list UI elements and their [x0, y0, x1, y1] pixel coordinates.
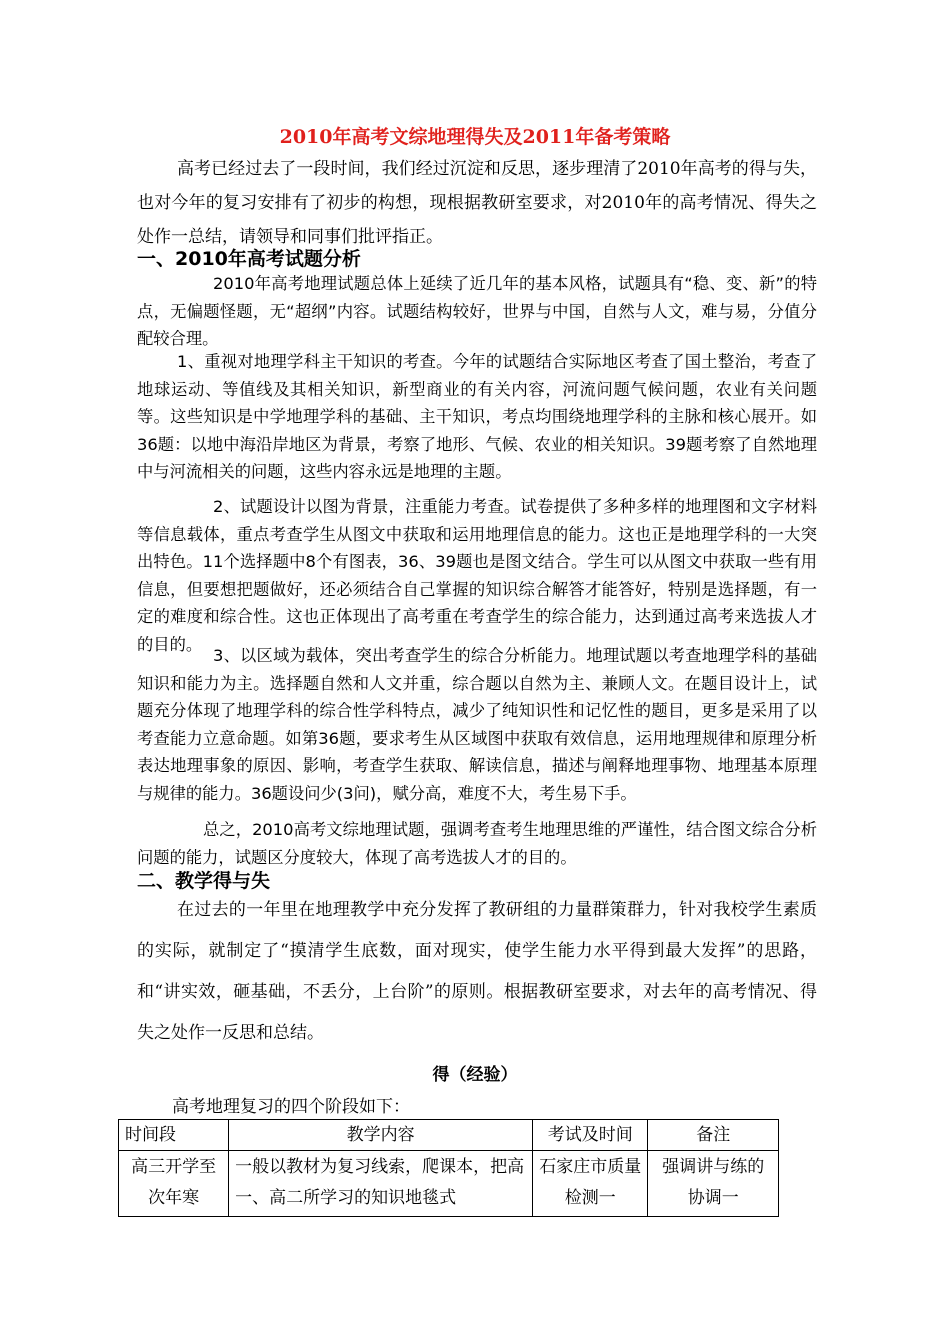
intro-paragraph: 高考已经过去了一段时间，我们经过沉淀和反思，逐步理清了2010年高考的得与失，也对今年的复习安排有了初步的构想，现根据教研室要求，对2010年的高考情况、得失之处作一总结，请领导和同事们批评指正。	[137, 159, 817, 247]
table-header-cell: 考试及时间	[533, 1120, 648, 1151]
table-cell: 石家庄市质量检测一	[533, 1151, 648, 1217]
section-2-heading: 二、教学得与失	[137, 870, 271, 892]
table-intro: 高考地理复习的四个阶段如下：	[172, 1097, 410, 1117]
section-1-paragraph-3: 2、试题设计以图为背景，注重能力考查。试卷提供了多种多样的地理图和文字材料等信息载体，重点考查学生从图文中获取和运用地理信息的能力。这也正是地理学科的一大突出特色。11个选择题中8个有图表，36、39题也是图文结合。学生可以从图文中获取一些有用信息，但要想把题做好，还必须结合自己掌握的知识综合解答才能答好，特别是选择题，有一定的难度和综合性。这也正体现出了高考重在考查学生的综合能力，达到通过高考来选拔人才的目的。	[137, 497, 817, 654]
table-header-cell: 教学内容	[229, 1120, 533, 1151]
section-2-paragraph-1: 在过去的一年里在地理教学中充分发挥了教研组的力量群策群力，针对我校学生素质的实际，就制定了“摸清学生底数，面对现实，使学生能力水平得到最大发挥”的思路，和“讲实效，砸基础，不丢分，上台阶”的原则。根据教研室要求，对去年的高考情况、得失之处作一反思和总结。	[137, 900, 817, 1043]
table-row	[119, 1151, 779, 1217]
table-header-cell: 备注	[648, 1120, 779, 1151]
table-header-row	[119, 1120, 779, 1151]
section-1-heading: 一、2010年高考试题分析	[137, 248, 361, 270]
table-cell: 高三开学至次年寒	[119, 1151, 229, 1217]
review-stage-table	[118, 1119, 779, 1217]
table-header-cell: 时间段	[119, 1120, 229, 1151]
section-1-paragraph-4: 3、以区域为载体，突出考查学生的综合分析能力。地理试题以考查地理学科的基础知识和能力为主。选择题自然和人文并重，综合题以自然为主、兼顾人文。在题目设计上，试题充分体现了地理学科的综合性学科特点，减少了纯知识性和记忆性的题目，更多是采用了以考查能力立意命题。如第36题，要求考生从区域图中获取有效信息，运用地理规律和原理分析表达地理事象的原因、影响，考查学生获取、解读信息，描述与阐释地理事物、地理基本原理与规律的能力。36题设问少(3问)，赋分高，难度不大，考生易下手。	[137, 646, 817, 803]
table-cell: 强调讲与练的协调一	[648, 1151, 779, 1217]
experience-subheading: 得（经验）	[432, 1065, 518, 1085]
table-cell: 一般以教材为复习线索，爬课本，把高一、高二所学习的知识地毯式	[229, 1151, 533, 1217]
document-title: 2010年高考文综地理得失及2011年备考策略	[279, 126, 671, 148]
section-1-paragraph-2: 1、重视对地理学科主干知识的考查。今年的试题结合实际地区考查了国土整治，考查了地球运动、等值线及其相关知识，新型商业的有关内容，河流问题气候问题，农业有关问题等。这些知识是中学地理学科的基础、主干知识，考点均围绕地理学科的主脉和核心展开。如36题：以地中海沿岸地区为背景，考察了地形、气候、农业的相关知识。39题考察了自然地理中与河流相关的问题，这些内容永远是地理的主题。	[137, 352, 817, 481]
section-1-paragraph-5: 总之，2010高考文综地理试题，强调考查考生地理思维的严谨性，结合图文综合分析问题的能力，试题区分度较大，体现了高考选拔人才的目的。	[137, 820, 817, 867]
section-1-paragraph-1: 2010年高考地理试题总体上延续了近几年的基本风格，试题具有“稳、变、新”的特点，无偏题怪题，无“超纲”内容。试题结构较好，世界与中国，自然与人文，难与易，分值分配较合理。	[137, 274, 817, 348]
